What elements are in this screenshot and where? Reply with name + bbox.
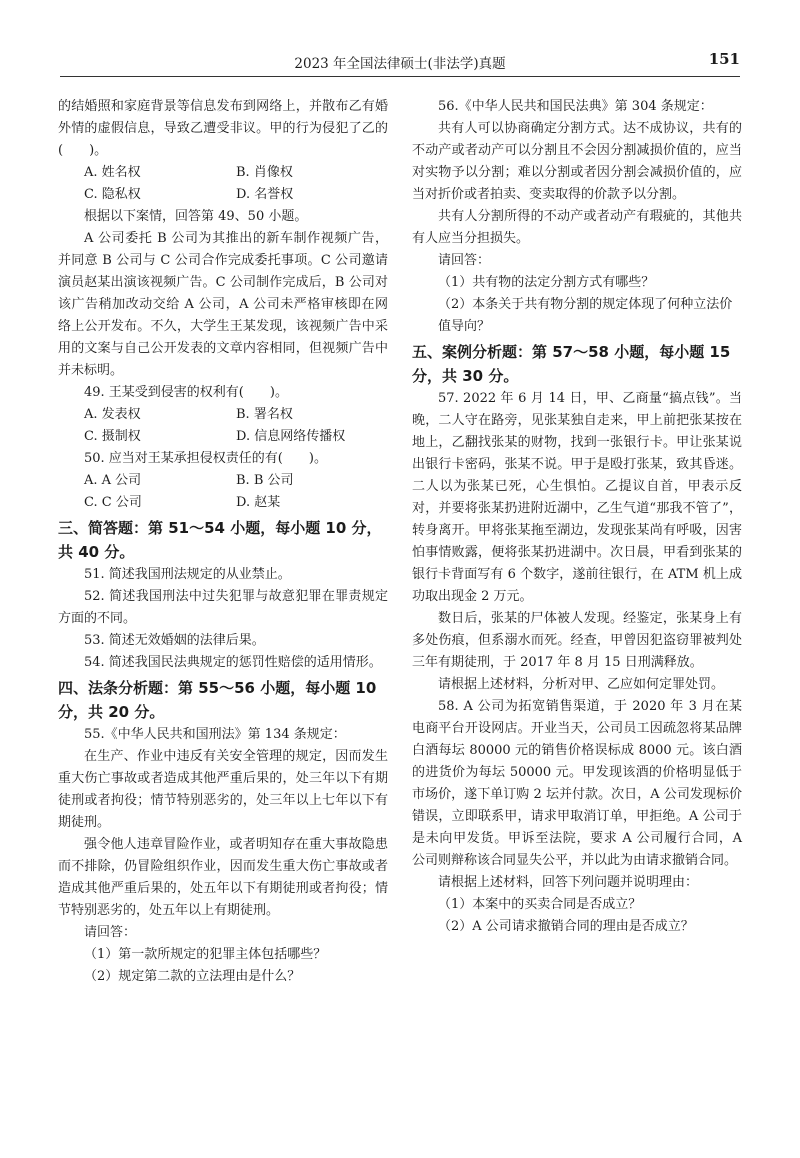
right-column: [412, 96, 742, 938]
q56-ask: 请回答：: [438, 253, 491, 268]
page-number: 151: [708, 50, 740, 68]
q48-continuation: 的结婚照和家庭背景等信息发布到网络上，并散布乙有婚外情的虚假信息，导致乙遭受非议。甲的行为侵犯了乙的( )。: [58, 99, 388, 158]
q50-option-b: B. B 公司: [236, 473, 294, 488]
q57-case: 57. 2022 年 6 月 14 日，甲、乙商量“搞点钱”。当晚，二人守在路旁，见张某独自走来，甲上前把张某按在地上，乙翻找张某的财物，找到一张银行卡。甲让张某说出银行卡密码，张某不说。甲于是殴打张某，致其昏迷。二人以为张某已死，心生惧怕。乙提议自首，甲表示反对，并要将张某扔进附近湖中，乙生气道“那我不管了”，转身离开。甲将张某拖至湖边，发现张某尚有呼吸，因害怕事情败露，便将张某扔进湖中。次日晨，甲看到张某的银行卡背面写有 6 个数字，遂前往银行，在 ATM 机上成功取出现金 2 万元。: [412, 391, 742, 604]
q55-sub-1: （1）第一款所规定的犯罪主体包括哪些？: [84, 947, 327, 962]
q55-clause-1: 在生产、作业中违反有关安全管理的规定，因而发生重大伤亡事故或者造成其他严重后果的，处三年以下有期徒刑或者拘役；情节特别恶劣的，处三年以上七年以下有期徒刑。: [58, 749, 388, 830]
q58-sub-2: （2）A 公司请求撤销合同的理由是否成立？: [438, 919, 694, 934]
q55-ask: 请回答：: [84, 925, 137, 940]
q48-option-a: A. 姓名权: [84, 165, 141, 180]
q50-option-d: D. 赵某: [236, 495, 281, 510]
q58-sub-1: （1）本案中的买卖合同是否成立？: [438, 897, 642, 912]
q56-sub-1: （1）共有物的法定分割方式有哪些？: [438, 275, 655, 290]
q56-stem: 56.《中华人民共和国民法典》第 304 条规定：: [438, 99, 713, 114]
q50-option-c: C. C 公司: [84, 495, 142, 510]
q48-option-b: B. 肖像权: [236, 165, 293, 180]
section-5-heading: 五、案例分析题：第 57～58 小题，每小题 15 分，共 30 分。: [412, 343, 731, 385]
q49-50-case: A 公司委托 B 公司为其推出的新车制作视频广告，并同意 B 公司与 C 公司合作完成委托事项。C 公司邀请演员赵某出演该视频广告。C 公司制作完成后，B 公司对该广告稍加改动交给 A 公司，A 公司未严格审核即在网络上公开发布。不久，大学生王某发现，该视频广告中采用的文案与自己公开发表的文章内容相同，但视频广告中并未标明。: [58, 231, 388, 378]
q57-ask: 请根据上述材料，分析对甲、乙应如何定罪处罚。: [438, 677, 725, 692]
q49-50-intro: 根据以下案情，回答第 49、50 小题。: [84, 209, 308, 224]
q52: 52. 简述我国刑法中过失犯罪与故意犯罪在罪责规定方面的不同。: [58, 589, 388, 626]
q55-stem: 55.《中华人民共和国刑法》第 134 条规定：: [84, 727, 346, 742]
q48-option-d: D. 名誉权: [236, 187, 294, 202]
q49-option-a: A. 发表权: [84, 407, 141, 422]
q53: 53. 简述无效婚姻的法律后果。: [84, 633, 265, 648]
q56-clause-1: 共有人可以协商确定分割方式。达不成协议，共有的不动产或者动产可以分割且不会因分割减损价值的，应当对实物予以分割；难以分割或者因分割会减损价值的，应当对折价或者拍卖、变卖取得的价款予以分割。: [412, 121, 742, 202]
q49-option-c: C. 摄制权: [84, 429, 141, 444]
q50-stem: 50. 应当对王某承担侵权责任的有( )。: [84, 451, 327, 466]
q49-option-b: B. 署名权: [236, 407, 293, 422]
q50-option-a: A. A 公司: [84, 473, 142, 488]
section-3-heading: 三、简答题：第 51～54 小题，每小题 10 分，共 40 分。: [58, 519, 382, 561]
q50-options: [58, 470, 388, 514]
q49-option-d: D. 信息网络传播权: [236, 429, 346, 444]
q56-sub-2: （2）本条关于共有物分割的规定体现了何种立法价值导向？: [438, 297, 733, 334]
q56-clause-2: 共有人分割所得的不动产或者动产有瑕疵的，其他共有人应当分担损失。: [412, 209, 742, 246]
q49-stem: 49. 王某受到侵害的权利有( )。: [84, 385, 288, 400]
q58-ask: 请根据上述材料，回答下列问题并说明理由：: [438, 875, 699, 890]
q48-options: [58, 162, 388, 206]
section-4-heading: 四、法条分析题：第 55～56 小题，每小题 10 分，共 20 分。: [58, 679, 377, 721]
left-column: [58, 96, 388, 988]
q55-clause-2: 强令他人违章冒险作业，或者明知存在重大事故隐患而不排除，仍冒险组织作业，因而发生重大伤亡事故或者造成其他严重后果的，处五年以下有期徒刑或者拘役；情节特别恶劣的，处五年以上有期徒刑。: [58, 837, 388, 918]
q49-options: [58, 404, 388, 448]
q51: 51. 简述我国刑法规定的从业禁止。: [84, 567, 291, 582]
running-header: [60, 52, 740, 77]
q54: 54. 简述我国民法典规定的惩罚性赔偿的适用情形。: [84, 655, 382, 670]
q58-case: 58. A 公司为拓宽销售渠道，于 2020 年 3 月在某电商平台开设网店。开业当天，公司员工因疏忽将某品牌白酒每坛 80000 元的销售价格误标成 8000 元。该白酒的进货价为每坛 50000 元。甲发现该酒的价格明显低于市场价，遂下单订购 2 坛并付款。次日，A 公司发现标价错误，立即联系甲，请求甲取消订单，甲拒绝。A 公司于是未向甲发货。甲诉至法院，要求 A 公司履行合同，A 公司则辩称该合同显失公平，并以此为由请求撤销合同。: [412, 699, 742, 868]
q57-case-2: 数日后，张某的尸体被人发现。经鉴定，张某身上有多处伤痕，但系溺水而死。经查，甲曾因犯盗窃罪被判处三年有期徒刑，于 2017 年 8 月 15 日刑满释放。: [412, 611, 742, 670]
header-title: 2023 年全国法律硕士(非法学)真题: [294, 56, 506, 72]
q48-option-c: C. 隐私权: [84, 187, 141, 202]
q55-sub-2: （2）规定第二款的立法理由是什么？: [84, 969, 301, 984]
